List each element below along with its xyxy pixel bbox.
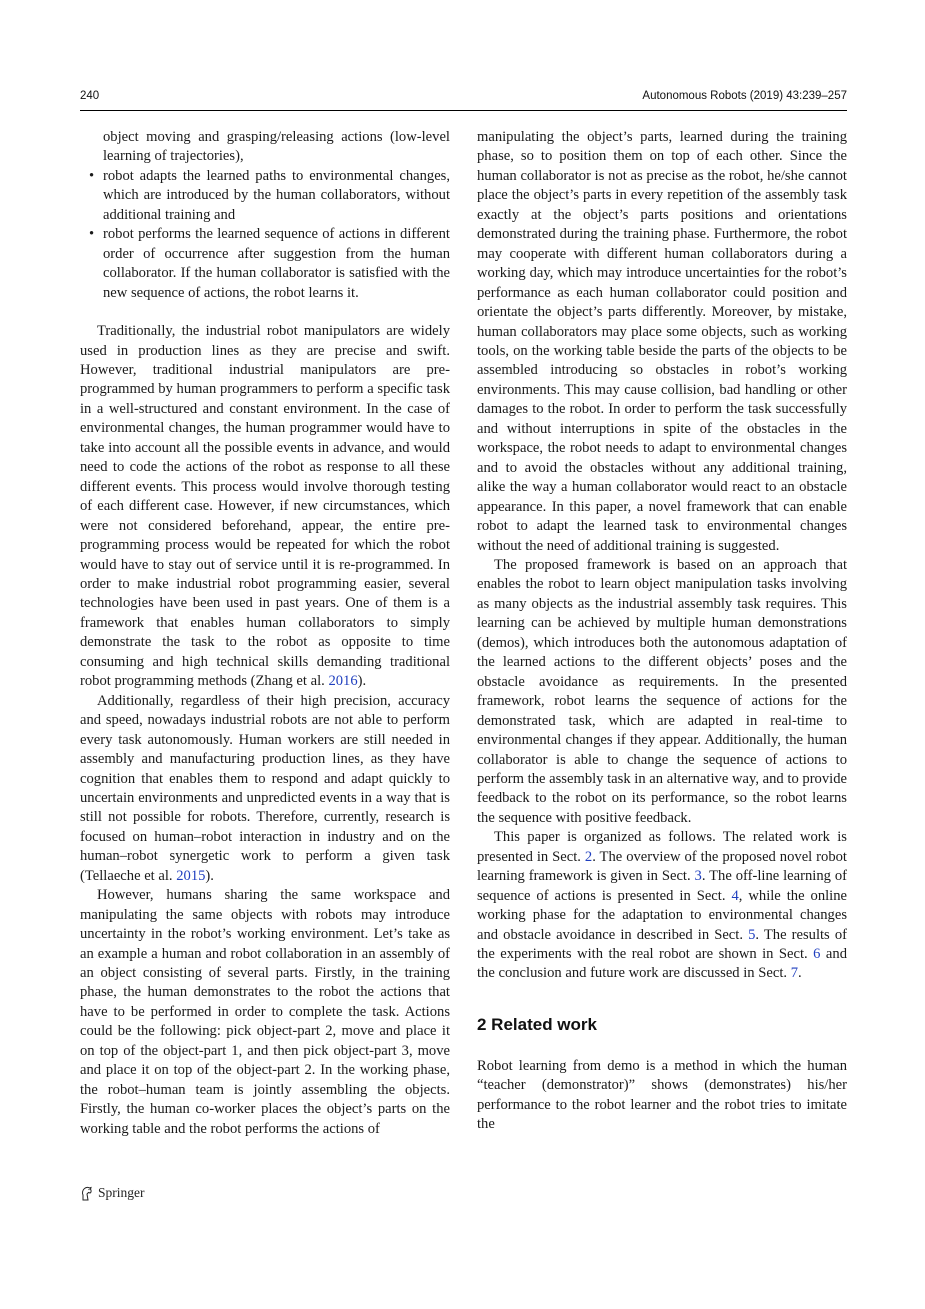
left-column [80,128,450,1139]
paragraph: This paper is organized as follows. The related work is presented in Sect. 2. The overview of the proposed novel robot learning framework is given in Sect. 3. The off-line learning of sequence of actions is presented in Sect. 4, while the online working phase for the adaptation to environmental changes and obstacle avoidance in described in Sect. 5. The results of the experiments with the real robot are shown in Sect. 6 and the conclusion and future work are discussed in Sect. 7. [477,829,847,982]
paragraph: Robot learning from demo is a method in which the human “teacher (demonstrator)” shows (demonstrates) his/her performance to the robot learner and the robot tries to imitate the [477,1057,847,1133]
section-heading: 2 Related work [477,1014,597,1034]
bullet-dot: • [89,167,95,184]
bullet-list [80,167,450,303]
paragraph: Traditionally, the industrial robot manipulators are widely used in production lines as they are precise and swift. However, traditional industrial manipulators are pre-programmed by human programmers to perform a specific task in a well-structured and constant environment. In the case of environmental changes, the human programmer would have to take into account all the possible events in advance, and would need to code the actions of the robot as response to all these different events. This process would involve thorough testing of each different case. However, if new circumstances, which were not considered beforehand, appear, the entire pre-programming process would be repeated for which the robot would have to stay out of service until it is re-programmed. In order to make industrial robot programming easier, several technologies have been used in past years. One of them is a framework that enables human collaborators to simply demonstrate the task to the robot as opposite to time consuming and high technical skills demanding traditional robot programming methods (Zhang et al. 2016). [80,323,450,690]
journal-citation: Autonomous Robots (2019) 43:239–257 [642,90,847,102]
section-link[interactable]: 5 [748,926,756,943]
section-link[interactable]: 7 [790,965,798,982]
citation-link[interactable]: 2015 [176,867,206,884]
header-rule [80,110,847,111]
paragraph: The proposed framework is based on an approach that enables the robot to learn object manipulation tasks involving as many objects as the industrial assembly task requires. This learning can be achieved by multiple human demonstrations (demos), which introduces both the autonomous adaptation of the learned actions to the different objects’ poses and the obstacle avoidance as requirements. In the presented framework, robot learns the sequence of actions for the demonstrated task, which are adapted in real-time to environmental changes if they appear. Additionally, the human collaborator is able to change the sequence of actions to perform the assembly task in an alternative way, and to provide feedback to the robot on its performance, so the robot learns the sequence with positive feedback. [477,556,847,826]
bullet-item [80,225,450,303]
publisher-name: Springer [98,1185,145,1200]
footer [80,1185,145,1201]
bullet-continuation: object moving and grasping/releasing actions (low-level learning of trajectories), [103,129,450,165]
right-column [477,128,847,1135]
page-number: 240 [80,90,100,102]
section-link[interactable]: 6 [813,946,821,963]
paragraph: manipulating the object’s parts, learned during the training phase, so to position them on top of each other. Since the human collaborator is not as precise as the robot, he/she cannot place the object’s parts in every repetition of the assembly task exactly at the object’s parts positions and orientations demonstrated during the training phase. Furthermore, the robot may cooperate with different human collaborators during a working day, which may introduce uncertainties for the robot’s performance as each human collaborator could position and orientate the object’s parts differently. Moreover, by mistake, human collaborators may place some objects, such as working tools, on the working table beside the parts of the objects to be assembled introducing so obstacles in robot’s working environments. This may cause collision, bad handling or other damages to the robot. In order to perform the task successfully and without interruptions in spite of the obstacles in the workspace, the robot needs to adapt to environmental changes and to avoid the obstacles without any additional training, alike the way a human collaborator would react to an obstacle appearance. In this paper, a novel framework that can enable robot to adapt the learned task to environmental changes without the need of additional training is suggested. [477,129,847,554]
citation-link[interactable]: 2016 [328,673,358,690]
bullet-text: robot performs the learned sequence of actions in different order of occurrence after suggestion from the human collaborator. If the human collaborator is satisfied with the new sequence of actions, the robot learns it. [103,226,450,301]
bullet-item [80,167,450,225]
bullet-text: robot adapts the learned paths to environmental changes, which are introduced by the human collaborators, without additional training and [103,167,450,223]
section-link[interactable]: 4 [731,887,739,904]
bullet-dot: • [89,226,95,243]
springer-horse-icon [80,1186,93,1201]
paragraph: Additionally, regardless of their high precision, accuracy and speed, nowadays industrial robots are not able to perform every task autonomously. Human workers are still needed in assembly and manufacturing production lines, as they have cognition that enables them to respond and adapt quickly to uncertain environments and unpredicted events in a way that is still not possible for robots. Therefore, currently, research is focused on human–robot interaction in industry and on the human–robot synergetic work to perform a given task (Tellaeche et al. 2015). [80,692,450,884]
section-link[interactable]: 2 [584,848,593,865]
paragraph: However, humans sharing the same workspace and manipulating the same objects with robots may introduce uncertainty in the robot’s working environment. Let’s take as an example a human and robot collaboration in an assembly of an object consisting of several parts. Firstly, in the training phase, the human demonstrates to the robot the actions that have to be performed in order to complete the task. Actions could be the following: pick object-part 2, move and place it on top of the object-part 1, and then pick object-part 3, move and place it on top of the object-part 2. In the working phase, the robot–human team is jointly assembling the objects. Firstly, the human co-worker places the object’s parts on the working table and the robot performs the actions of [80,887,450,1137]
section-link[interactable]: 3 [694,868,702,885]
